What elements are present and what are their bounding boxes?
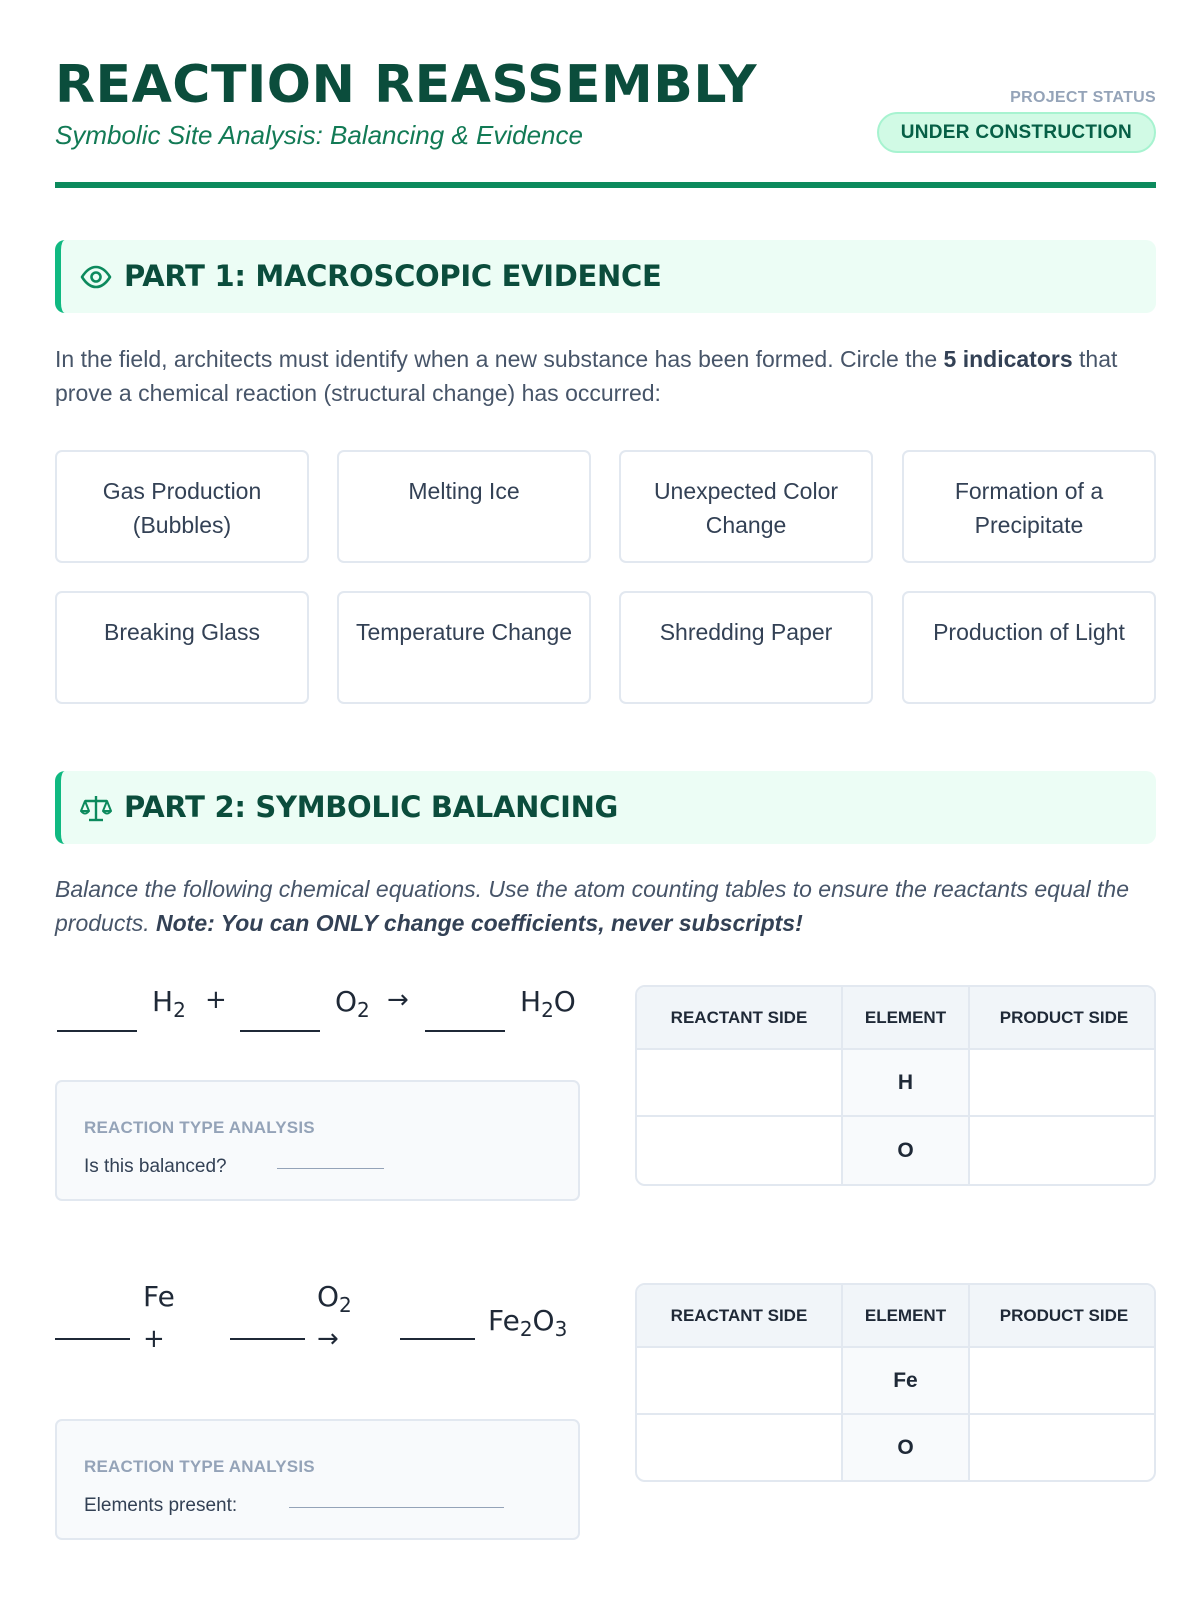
plus-sign: + — [143, 1324, 165, 1354]
part1-section-header — [55, 240, 1156, 313]
eye-icon — [79, 260, 113, 294]
product-symbol: Fe — [488, 1304, 520, 1337]
instructions-note: Note: You can ONLY change coefficients, never subscripts! — [156, 910, 803, 936]
reactant-count-cell[interactable] — [637, 1117, 843, 1184]
answer-line[interactable] — [277, 1168, 384, 1169]
reactant-term — [335, 985, 370, 1022]
evidence-option[interactable] — [55, 591, 309, 704]
product-symbol: H — [520, 985, 542, 1018]
analysis-label: REACTION TYPE ANALYSIS — [84, 1457, 315, 1476]
plus-sign: + — [205, 985, 227, 1015]
product-count-cell[interactable] — [970, 1348, 1156, 1413]
subscript: 3 — [554, 1317, 568, 1341]
product-count-cell[interactable] — [970, 1050, 1156, 1115]
scale-icon — [79, 791, 113, 825]
analysis-question: Elements present: — [84, 1495, 238, 1516]
column-header: REACTANT SIDE — [637, 987, 843, 1048]
subscript: 2 — [519, 1317, 533, 1341]
table-header-row — [637, 1285, 1154, 1348]
evidence-option-label: Shredding Paper — [659, 619, 833, 645]
column-header: REACTANT SIDE — [637, 1285, 843, 1346]
equation-2 — [55, 1280, 575, 1354]
header-divider — [55, 182, 1156, 188]
element-cell: O — [843, 1117, 970, 1184]
evidence-option-label: Breaking Glass — [104, 619, 260, 645]
product-symbol: O — [553, 985, 576, 1018]
instructions-text: Balance the following chemical equations. Use the atom counting tables to ensure the reactants equal the products. — [55, 876, 1130, 936]
column-header: PRODUCT SIDE — [999, 1008, 1129, 1027]
element-cell: H — [843, 1050, 970, 1115]
evidence-option[interactable] — [619, 450, 873, 563]
reaction-analysis-box — [55, 1080, 580, 1201]
part1-intro — [55, 342, 1156, 410]
reactant-symbol: H — [152, 985, 174, 1018]
evidence-option[interactable] — [55, 450, 309, 563]
part2-instructions — [55, 872, 1156, 940]
product-count-cell[interactable] — [970, 1415, 1156, 1480]
table-row — [637, 1348, 1154, 1415]
page-subtitle: Symbolic Site Analysis: Balancing & Evidence — [55, 120, 583, 150]
product-term — [488, 1304, 568, 1341]
evidence-option-label: Temperature Change — [355, 619, 573, 645]
table-row — [637, 1117, 1154, 1184]
table-row — [637, 1415, 1154, 1480]
reactant-term: Fe — [143, 1280, 175, 1313]
coefficient-blank[interactable] — [425, 1030, 505, 1032]
reactant-symbol: O — [317, 1280, 340, 1313]
evidence-option[interactable] — [902, 591, 1156, 704]
part2-title: PART 2: SYMBOLIC BALANCING — [124, 790, 619, 824]
project-status-label: PROJECT STATUS — [1010, 89, 1156, 106]
reaction-analysis-box — [55, 1419, 580, 1540]
coefficient-blank[interactable] — [240, 1030, 320, 1032]
intro-emphasis: 5 indicators — [943, 346, 1073, 372]
part1-title: PART 1: MACROSCOPIC EVIDENCE — [124, 259, 662, 293]
column-header: PRODUCT SIDE — [999, 1306, 1129, 1325]
arrow: → — [317, 1324, 339, 1354]
analysis-label: REACTION TYPE ANALYSIS — [84, 1118, 315, 1137]
reactant-term — [152, 985, 186, 1022]
coefficient-blank[interactable] — [230, 1338, 305, 1340]
product-symbol: O — [532, 1304, 555, 1337]
atom-count-table — [635, 985, 1156, 1186]
coefficient-blank[interactable] — [400, 1338, 475, 1340]
reactant-count-cell[interactable] — [637, 1348, 843, 1413]
evidence-option-label: Gas Production (Bubbles) — [102, 478, 262, 538]
element-cell: O — [843, 1415, 970, 1480]
evidence-option-label: Melting Ice — [408, 478, 520, 504]
subscript: 2 — [357, 998, 370, 1022]
evidence-option[interactable] — [902, 450, 1156, 563]
column-header: ELEMENT — [843, 1285, 970, 1346]
status-badge: UNDER CONSTRUCTION — [877, 112, 1156, 153]
evidence-option-label: Formation of a Precipitate — [954, 478, 1104, 538]
product-term — [520, 985, 576, 1022]
subscript: 2 — [541, 998, 554, 1022]
reactant-symbol: O — [335, 985, 358, 1018]
page-header — [55, 55, 1156, 188]
table-row — [637, 1050, 1154, 1117]
reactant-term — [317, 1280, 352, 1317]
coefficient-blank[interactable] — [55, 1338, 130, 1340]
reactant-count-cell[interactable] — [637, 1050, 843, 1115]
intro-text-end: that prove a chemical reaction (structural change) has occurred: — [55, 346, 1118, 406]
page-title: REACTION REASSEMBLY — [55, 55, 758, 115]
coefficient-blank[interactable] — [57, 1030, 137, 1032]
table-header-row — [637, 987, 1154, 1050]
evidence-option-label: Unexpected Color Change — [653, 478, 839, 538]
arrow: → — [387, 985, 409, 1015]
equation-1 — [55, 985, 575, 1065]
evidence-option[interactable] — [619, 591, 873, 704]
analysis-question: Is this balanced? — [84, 1156, 227, 1177]
atom-count-table — [635, 1283, 1156, 1482]
reactant-count-cell[interactable] — [637, 1415, 843, 1480]
element-cell: Fe — [843, 1348, 970, 1413]
evidence-option[interactable] — [337, 591, 591, 704]
product-count-cell[interactable] — [970, 1117, 1156, 1184]
evidence-option[interactable] — [337, 450, 591, 563]
intro-text: In the field, architects must identify when a new substance has been formed. Circle the — [55, 346, 944, 372]
subscript: 2 — [173, 998, 186, 1022]
column-header: ELEMENT — [843, 987, 970, 1048]
part2-section-header — [55, 771, 1156, 844]
answer-line[interactable] — [289, 1507, 504, 1508]
subscript: 2 — [339, 1293, 352, 1317]
evidence-option-label: Production of Light — [933, 619, 1125, 645]
